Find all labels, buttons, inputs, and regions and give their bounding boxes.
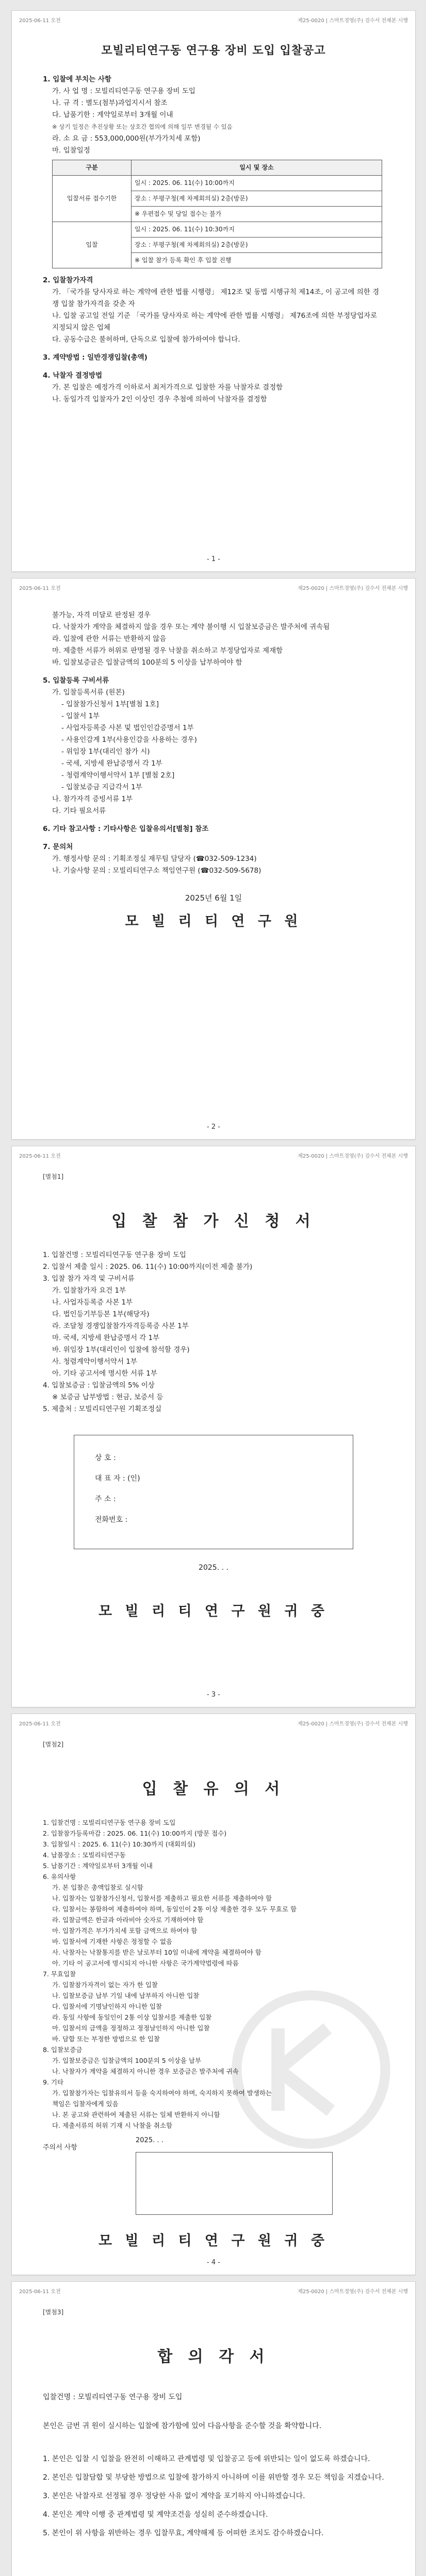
form-line: 라. 동일 사항에 동일인이 2통 이상 입찰서를 제출한 입찰 [52,2013,212,2021]
table-cell: 일시 : 2025. 06. 11(수) 10:00까지 [132,176,382,191]
document-page-1 [11,10,416,572]
form-line: 4. 본인은 계약 이행 중 관계법령 및 계약조건을 성실히 준수하겠습니다. [43,2511,268,2519]
form-line: 5. 본인이 위 사항을 위반하는 경우 입찰무효, 계약해제 등 어떠한 조치도 감수하겠습니다. [43,2529,324,2537]
list-item: 가. 행정사항 문의 : 기획조정실 재무팀 담당자 (☎032-509-1234) [52,855,257,863]
page-number: - 3 - [207,1691,220,1699]
form-line: 사. 낙찰자는 낙찰통지를 받은 날로부터 10일 이내에 계약을 체결하여야 함 [52,1948,261,1956]
page-title: 모빌리티연구동 연구용 장비 도입 입찰공고 [101,44,326,57]
form-line: 나. 낙찰자가 계약을 체결하지 아니한 경우 보증금은 발주처에 귀속 [52,2067,239,2075]
list-item: 불가능, 자격 미달로 판정된 경우 [52,611,151,619]
page-header-info [19,2287,408,2295]
page-header-info [19,584,408,591]
list-item: - 국세, 지방세 완납증명서 각 1부 [61,759,162,768]
section-heading: 7. 문의처 [43,843,73,851]
list-item: 나. 규 격 : 별도(첨부)과업지시서 참조 [52,99,168,107]
form-body [43,1817,384,2131]
list-item: - 사용인감계 1부(사용인감을 사용하는 경우) [61,736,197,744]
form-line: 3. 입찰 참가 자격 및 구비서류 [43,1275,135,1283]
addressee: 모 빌 리 티 연 구 원 귀 중 [99,2233,329,2249]
announcement-body [43,609,384,927]
form-line: 7. 무효입찰 [43,1970,76,1978]
table-cell: 입찰서류 접수기한 [53,176,132,222]
table-cell: 입찰 [53,222,132,268]
print-date: 2025-06-11 오전 [19,1721,61,1727]
form-line: 사. 청렴계약이행서약서 1부 [52,1358,137,1366]
table-row [53,176,382,191]
table-cell: 장소 : 부평구청(제 차제회의실) 2층(방문) [132,191,382,207]
signature-line: 대 표 자 : (인) [95,1475,140,1483]
print-meta: 제25-0020 | 스마트경영(주) 검수서 전체본 시행 [298,2289,408,2295]
form-line: 가. 입찰참가자는 입찰유의서 등을 숙지하여야 하며, 숙지하지 못하여 발생하는 [52,2089,272,2097]
list-item: 마. 제출한 서류가 허위로 판명될 경우 낙찰을 취소하고 부정당업자로 제재함 [52,647,283,655]
signature-line: 주 소 : [95,1495,116,1503]
document-page-4 [11,1714,416,2275]
table-cell: 일시 : 2025. 06. 11(수) 10:30까지 [132,222,382,238]
form-line: 마. 입찰서의 금액을 정정하고 정정날인하지 아니한 입찰 [52,2024,210,2032]
form-line [43,2433,384,2448]
issuer-name: 모 빌 리 티 연 구 원 [125,913,302,929]
form-line: 바. 담합 또는 부정한 방법으로 한 입찰 [52,2035,160,2043]
form-line: 5. 납품기간 : 계약일로부터 3개월 이내 [43,1862,153,1870]
form-line: 가. 입찰보증금은 입찰금액의 100분의 5 이상을 납부 [52,2057,202,2064]
form-line: 8. 입찰보증금 [43,2046,83,2054]
list-item: - 청렴계약이행서약서 1부 [별첨 2호] [61,771,175,779]
list-item: 나. 동일가격 입찰자가 2인 이상인 경우 추첨에 의하여 낙찰자를 결정함 [52,395,267,403]
section-heading: 6. 기타 참고사항 : 기타사항은 입찰유의서[별첨] 참조 [43,825,209,833]
sig-label: 주의서 사항 [43,2144,77,2151]
form-line: 6. 유의사항 [43,1873,76,1880]
form-body [43,2390,384,2540]
form-line: 나. 사업자등록증 사본 1부 [52,1298,133,1307]
document-page-5 [11,2281,416,2576]
form-line: 바. 입찰서에 기재한 사항은 정정할 수 없음 [52,1938,173,1945]
form-line: 1. 본인은 입찰 시 입찰을 완전히 이해하고 관계법령 및 입찰공고 등에 위반되는 일이 없도록 하겠습니다. [43,2455,370,2463]
section-heading: 1. 입찰에 부치는 사항 [43,75,111,83]
form-line: 1. 입찰건명 : 모빌리티연구동 연구용 장비 도입 [43,1819,176,1826]
signature-line: 전화번호 : [95,1516,128,1524]
table-row [53,222,382,238]
list-item: 나. 기술사항 문의 : 모빌리티연구소 책임연구원 (☎032-509-5678) [52,867,261,875]
form-title: 입 찰 유 의 서 [142,1780,285,1798]
page-number: - 1 - [207,555,220,563]
form-date: 2025. . . [136,2137,163,2144]
form-line: 바. 위임장 1부(대리인이 입찰에 참석할 경우) [52,1346,190,1354]
form-line: 4. 납품장소 : 모빌리티연구동 [43,1851,126,1859]
signature-line: 상 호 : [95,1454,116,1462]
form-title: 입 찰 참 가 신 청 서 [111,1212,316,1230]
list-item: - 위임장 1부(대리인 참가 시) [61,748,150,756]
form-line [43,2404,384,2419]
print-meta: 제25-0020 | 스마트경영(주) 검수서 전체본 시행 [298,586,408,591]
form-line: 라. 조달청 경쟁입찰참가자격등록증 사본 1부 [52,1322,189,1330]
document-page-3 [11,1146,416,1707]
list-item: 라. 입찰에 관한 서류는 반환하지 않음 [52,635,167,643]
page-header-info [19,1719,408,1727]
list-item: 다. 공동수급은 불허하며, 단독으로 입찰에 참가하여야 합니다. [52,335,240,344]
list-note: ※ 상기 일정은 추진상황 또는 상호간 협의에 의해 일부 변경될 수 있음 [52,123,233,130]
form-line: 아. 기타 이 공고서에 명시되지 아니한 사항은 국가계약법령에 따름 [52,1959,239,1967]
section-heading: 3. 계약방법 : 일반경쟁입찰(총액) [43,353,148,362]
page-number: - 2 - [207,1123,220,1131]
document-page-2 [11,578,416,1140]
list-item: 다. 낙찰자가 계약을 체결하지 않을 경우 또는 계약 불이행 시 입찰보증금은 발주처에 귀속됨 [52,623,330,631]
print-date: 2025-06-11 오전 [19,586,61,591]
page-header-info [19,1151,408,1159]
print-date: 2025-06-11 오전 [19,1154,61,1159]
form-line: 나. 본 공고와 관련하여 제출된 서류는 일체 반환하지 아니함 [52,2111,220,2119]
section-heading: 2. 입찰참가자격 [43,276,93,284]
list-item: 라. 소 요 금 : 553,000,000원(부가가치세 포함) [52,134,201,143]
schedule-table [52,160,382,268]
announcement-body [43,67,384,405]
list-item: 가. 사 업 명 : 모빌리티연구동 연구용 장비 도입 [52,87,195,95]
form-line: 마. 국세, 지방세 완납증명서 각 1부 [52,1334,160,1342]
section-heading: 4. 낙찰자 결정방법 [43,371,103,380]
form-line: 1. 입찰건명 : 모빌리티연구동 연구용 장비 도입 [43,1251,186,1259]
attachment-tag: [별첨2] [43,1741,64,1748]
form-line: 가. 본 입찰은 총액입찰로 실시함 [52,1884,143,1891]
form-body [43,1249,384,1415]
form-line: 다. 입찰서는 봉함하여 제출하여야 하며, 동일인이 2통 이상 제출한 경우 모두 무효로 함 [52,1905,297,1913]
table-header: 일시 및 장소 [132,160,382,176]
list-item: - 사업자등록증 사본 및 법인인감증명서 1부 [61,724,194,732]
form-line: 나. 입찰자는 입찰참가신청서, 입찰서를 제출하고 필요한 서류를 제출하여야 함 [52,1894,272,1902]
section-heading: 5. 입찰등록 구비서류 [43,676,109,685]
page-number: - 4 - [207,2259,220,2266]
page-header-info [19,16,408,24]
form-line: 3. 입찰일시 : 2025. 6. 11(수) 10:30까지 (대회의실) [43,1840,195,1848]
signature-box [136,2152,333,2215]
form-line: 다. 입찰서에 기명날인하지 아니한 입찰 [52,2003,162,2010]
signature-box [74,1435,353,1549]
form-line: 다. 법인등기부등본 1부(해당자) [52,1310,150,1318]
form-line: 입찰건명 : 모빌리티연구동 연구용 장비 도입 [43,2393,183,2401]
table-cell: 장소 : 부평구청(제 차제회의실) 2층(방문) [132,238,382,253]
form-line: 나. 입찰보증금 납부 기일 내에 납부하지 아니한 입찰 [52,1992,200,1999]
table-header: 구분 [53,160,132,176]
form-line: 마. 입찰가격은 부가가치세 포함 금액으로 하여야 함 [52,1927,198,1935]
form-date: 2025. . . [199,1564,228,1572]
attachment-tag: [별첨3] [43,2309,64,2316]
form-line: 본인은 금번 귀 원이 실시하는 입찰에 참가함에 있어 다음사항을 준수할 것을 확약합니다. [43,2422,322,2430]
attachment-tag: [별첨1] [43,1173,64,1180]
list-item: - 입찰보증금 지급각서 1부 [61,783,142,791]
form-line: 가. 입찰참가자 요건 1부 [52,1286,126,1295]
form-line: 아. 기타 공고서에 명시한 서류 1부 [52,1369,157,1378]
print-meta: 제25-0020 | 스마트경영(주) 검수서 전체본 시행 [298,1154,408,1159]
print-meta: 제25-0020 | 스마트경영(주) 검수서 전체본 시행 [298,1721,408,1727]
list-item: 나. 입찰 공고일 전일 기준 「국가를 당사자로 하는 계약에 관한 법률 시행령」 제76조에 의한 부정당업자로 지정되지 않은 업체 [52,312,378,332]
form-line: 2. 입찰참가등록마감 : 2025. 06. 11(수) 10:00까지 (방문 접수) [43,1829,227,1837]
form-title: 합 의 각 서 [157,2348,270,2366]
list-item: 다. 납품기한 : 계약일로부터 3개월 이내 [52,111,173,119]
table-cell: ※ 우편접수 및 당일 접수는 불가 [132,207,382,222]
form-line: 9. 기타 [43,2078,64,2086]
list-item: 나. 참가자격 증빙서류 1부 [52,795,133,803]
print-date: 2025-06-11 오전 [19,18,61,24]
print-date: 2025-06-11 오전 [19,2289,61,2295]
form-line: 5. 제출처 : 모빌리티연구원 기획조정실 [43,1405,162,1413]
list-item: 바. 입찰보증금은 입찰금액의 100분의 5 이상을 납부하여야 함 [52,658,242,667]
form-line: ※ 보증금 납부방법 : 현금, 보증서 등 [52,1393,163,1401]
list-item: 가. 본 입찰은 예정가격 이하로서 최저가격으로 입찰한 자를 낙찰자로 결정함 [52,383,283,392]
form-line: 2. 본인은 입찰담합 및 부당한 방법으로 입찰에 참가하지 아니하며 이를 위반할 경우 모든 책임을 지겠습니다. [43,2473,384,2482]
list-item: 가. 입찰등록서류 (원본) [52,688,125,697]
table-cell: ※ 입찰 참가 등록 확인 후 입찰 진행 [132,253,382,268]
list-item: - 입찰서 1부 [61,712,100,720]
list-item: 다. 기타 필요서류 [52,807,106,815]
list-item: - 입찰참가신청서 1부[별첨 1호] [61,700,159,708]
form-line: 라. 입찰금액은 한글과 아라비아 숫자로 기재하여야 함 [52,1916,204,1924]
form-line: 가. 입찰참가자격이 없는 자가 한 입찰 [52,1981,158,1989]
form-line: 3. 본인은 낙찰자로 선정될 경우 정당한 사유 없이 계약을 포기하지 아니하겠습니다. [43,2492,305,2500]
issue-date: 2025년 6월 1일 [185,893,242,903]
list-item: 마. 입찰일정 [52,146,90,155]
print-meta: 제25-0020 | 스마트경영(주) 검수서 전체본 시행 [298,18,408,24]
list-item: 가. 「국가를 당사자로 하는 계약에 관한 법률 시행령」 제12조 및 동법 시행규칙 제14조, 이 공고에 의한 경쟁 입찰 참가자격을 갖춘 자 [52,288,380,308]
form-line: 2. 입찰서 제출 일시 : 2025. 06. 11(수) 10:00까지(이전 제출 불가) [43,1263,253,1271]
form-line: 책임은 입찰자에게 있음 [52,2100,119,2108]
form-line: 다. 제출서류의 허위 기재 시 낙찰을 취소함 [52,2122,173,2129]
addressee: 모 빌 리 티 연 구 원 귀 중 [99,1603,329,1619]
form-line: 4. 입찰보증금 : 입찰금액의 5% 이상 [43,1381,155,1389]
